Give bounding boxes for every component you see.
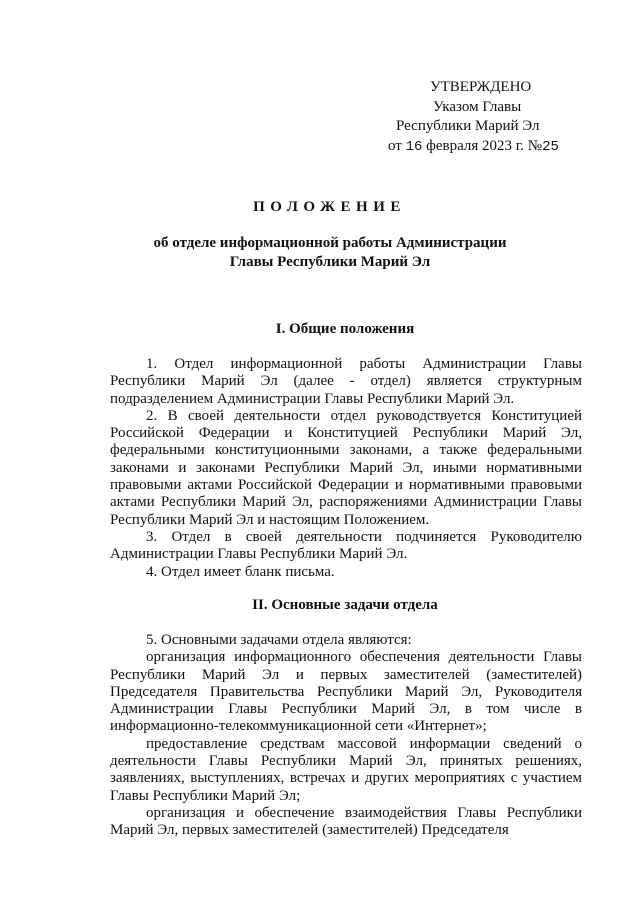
section2-paragraph: организация и обеспечение взаимодействия Главы Республики Марий Эл, первых заместителей (заместителей) Председателя xyxy=(110,804,582,839)
document-subtitle xyxy=(110,234,550,272)
section2-heading: II. Основные задачи отдела xyxy=(252,597,438,613)
approval-date-day: 16 xyxy=(405,138,423,155)
approval-approved-label: УТВЕРЖДЕНО xyxy=(430,79,532,95)
section1-heading: I. Общие положения xyxy=(275,321,415,337)
document-subtitle-line1: об отделе информационной работы Администрации xyxy=(153,235,507,251)
approval-decree-label: Указом Главы xyxy=(433,98,522,115)
approval-stamp xyxy=(388,78,588,157)
document-subtitle-line2: Главы Республики Марий Эл xyxy=(229,254,431,270)
section1-body xyxy=(110,356,582,581)
section2-paragraph: организация информационного обеспечения деятельности Главы Республики Марий Эл и первых заместителей (заместителей) Председателя Правительства Республики Марий Эл, Руководителя Администрации Главы Республики Марий Эл, в том числе в информационно-телекоммуникационной сети «Интернет»; xyxy=(110,649,582,735)
approval-date-line xyxy=(388,137,588,158)
approval-number: 25 xyxy=(542,138,559,155)
approval-number-sign: № xyxy=(527,137,543,154)
section1-paragraph: 2. В своей деятельности отдел руководствуется Конституцией Российской Федерации и Конституцией Республики Марий Эл, федеральными конституционными законами, а также федеральными законами и законами Республики Марий Эл, иными нормативными правовыми актами Российской Федерации и нормативными правовыми актами Республики Марий Эл, распоряжениями Администрации Главы Республики Марий Эл и настоящим Положением. xyxy=(110,407,582,528)
section1-paragraph: 4. Отдел имеет бланк письма. xyxy=(146,563,335,580)
section2-paragraph: 5. Основными задачами отдела являются: xyxy=(146,632,412,648)
section2-paragraph: предоставление средствам массовой информации сведений о деятельности Главы Республики Марий Эл, принятых решениях, заявлениях, выступлениях, встречах и других мероприятиях с участием Главы Республики Марий Эл; xyxy=(110,735,582,804)
approval-date-prefix: от xyxy=(388,137,402,154)
approval-republic-label: Республики Марий Эл xyxy=(396,118,540,134)
section1-paragraph: 1. Отдел информационной работы Администрации Главы Республики Марий Эл (далее - отдел) является структурным подразделением Администрации Главы Республики Марий Эл. xyxy=(110,356,582,407)
section1-paragraph: 3. Отдел в своей деятельности подчиняется Руководителю Администрации Главы Республики Марий Эл. xyxy=(110,528,582,563)
approval-date-month-year: февраля 2023 г. xyxy=(426,137,525,154)
section2-body xyxy=(110,632,582,840)
document-title: ПОЛОЖЕНИЕ xyxy=(253,199,406,215)
